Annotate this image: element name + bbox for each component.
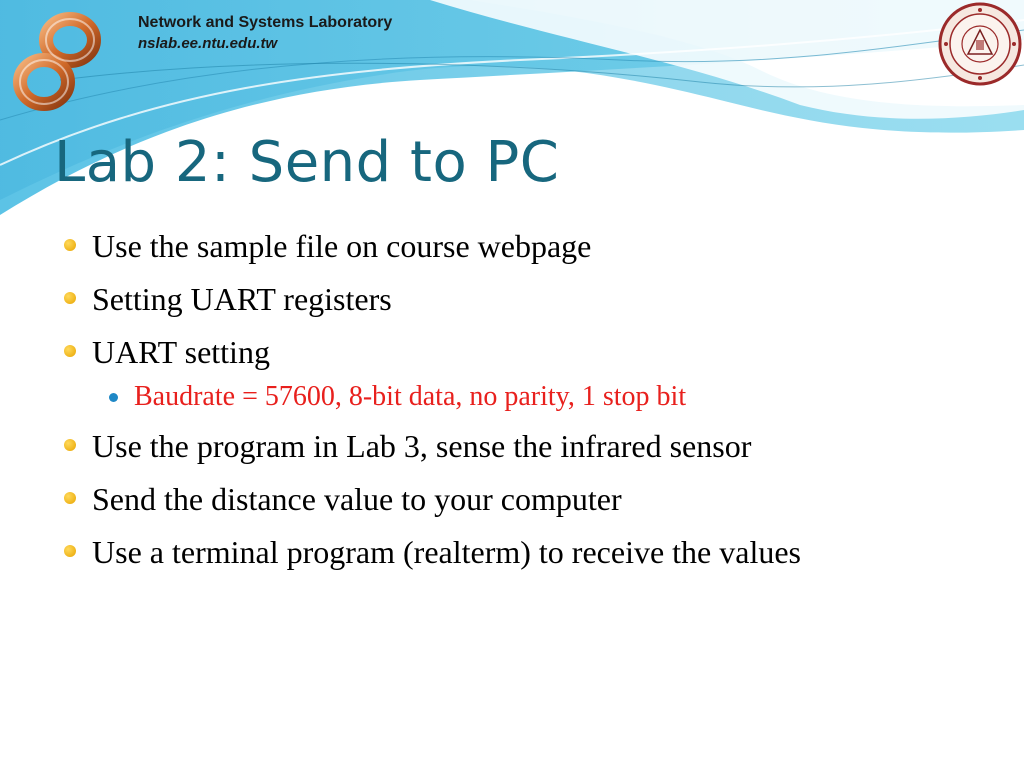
bullet-item: Send the distance value to your computer: [62, 479, 962, 519]
infinity-logo-icon: [10, 8, 102, 116]
bullet-item: Use the sample file on course webpage: [62, 226, 962, 266]
slide-title: Lab 2: Send to PC: [54, 130, 560, 195]
sub-bullet-item: Baudrate = 57600, 8-bit data, no parity, 1 stop bit: [62, 380, 962, 414]
university-seal-icon: [938, 2, 1022, 86]
bullet-item: Use the program in Lab 3, sense the infrared sensor: [62, 426, 962, 466]
bullet-item: UART setting: [62, 332, 962, 372]
bullet-list: [62, 226, 962, 585]
bullet-item: Setting UART registers: [62, 279, 962, 319]
lab-url: nslab.ee.ntu.edu.tw: [138, 35, 278, 52]
lab-name: Network and Systems Laboratory: [138, 14, 393, 31]
bullet-item: Use a terminal program (realterm) to receive the values: [62, 532, 882, 572]
